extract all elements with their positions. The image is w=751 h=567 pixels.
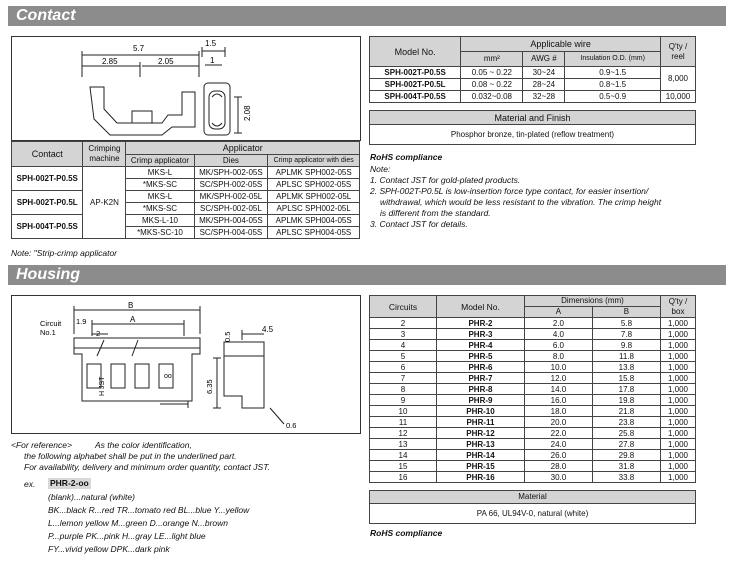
dim-a-cell: 22.0 — [524, 428, 592, 439]
circuits-cell: 5 — [370, 351, 437, 362]
dim-2-05: 2.05 — [158, 57, 174, 66]
h-dies: Dies — [194, 155, 268, 167]
model-cell: PHR-5 — [437, 351, 525, 362]
dim-2-85: 2.85 — [102, 57, 118, 66]
h-wire: Applicable wire — [461, 37, 661, 52]
model-cell: PHR-8 — [437, 384, 525, 395]
dim-b-cell: 5.8 — [592, 318, 660, 329]
dim-b-cell: 23.8 — [592, 417, 660, 428]
qty-cell: 1,000 — [661, 395, 696, 406]
h-material-finish: Material and Finish — [370, 111, 696, 125]
ref-example: PHR-2-oo — [50, 478, 89, 488]
h-dim-a: A — [524, 307, 592, 318]
wire-model: SPH-004T-P0.5S — [370, 91, 461, 103]
dim-4-5: 4.5 — [262, 325, 274, 334]
dim-6-35: 6.35 — [205, 379, 214, 394]
app-contact-2: SPH-004T-P0.5S — [12, 215, 83, 239]
model-cell: PHR-11 — [437, 417, 525, 428]
dim-a-cell: 30.0 — [524, 472, 592, 483]
housing-row — [370, 461, 696, 472]
housing-section-header — [8, 265, 726, 285]
model-cell: PHR-9 — [437, 395, 525, 406]
dim-a: A — [130, 315, 136, 324]
app-cell: MKS-L-10 — [126, 215, 194, 227]
ref-line2: the following alphabet shall be put in the underlined part. — [24, 451, 237, 461]
dim-a-cell: 12.0 — [524, 373, 592, 384]
dim-b-cell: 27.8 — [592, 439, 660, 450]
housing-table — [369, 295, 696, 524]
wire-awg: 28~24 — [523, 79, 565, 91]
circuits-cell: 8 — [370, 384, 437, 395]
circuits-cell: 11 — [370, 417, 437, 428]
housing-row — [370, 384, 696, 395]
ref-line1: As the color identification, — [95, 440, 192, 450]
dim-2: 2 — [96, 329, 101, 338]
dim-a-cell: 26.0 — [524, 450, 592, 461]
contact-title: Contact — [16, 7, 76, 24]
app-cell: SC/SPH-002-05L — [194, 203, 268, 215]
jst-mark: H JST — [99, 376, 106, 396]
qty-cell: 1,000 — [661, 351, 696, 362]
h-crimp: Crimp applicator — [126, 155, 194, 167]
qty-cell: 1,000 — [661, 461, 696, 472]
model-cell: PHR-10 — [437, 406, 525, 417]
housing-row — [370, 340, 696, 351]
wire-qty: 8,000 — [661, 67, 696, 91]
housing-row — [370, 329, 696, 340]
h-mm2: mm² — [461, 52, 523, 67]
qty-cell: 1,000 — [661, 417, 696, 428]
spacer — [370, 103, 696, 111]
circuits-cell: 4 — [370, 340, 437, 351]
h-machine: Crimping machine — [83, 142, 126, 167]
dim-a-cell: 2.0 — [524, 318, 592, 329]
wire-od: 0.5~0.9 — [565, 91, 661, 103]
contact-note-3: withdrawal, which would be less resistant to the vibration. The crimp height — [380, 197, 662, 207]
ref-label: <For reference> — [11, 440, 72, 450]
contact-section-header — [8, 6, 726, 26]
applicator-table — [11, 141, 360, 239]
housing-row — [370, 428, 696, 439]
app-cell: APLMK SPH004-05S — [268, 215, 360, 227]
dim-2-08: 2.08 — [243, 105, 252, 121]
dim-b-cell: 33.8 — [592, 472, 660, 483]
model-cell: PHR-2 — [437, 318, 525, 329]
applicator-note: Note: "Strip-crimp applicator — [11, 248, 117, 258]
dim-1-5: 1.5 — [205, 39, 217, 48]
app-cell: APLSC SPH004-05S — [268, 227, 360, 239]
dim-b: B — [128, 301, 134, 310]
wire-table — [369, 36, 696, 145]
circuits-cell: 16 — [370, 472, 437, 483]
color-line-2: L...lemon yellow M...green D...orange N...brown — [48, 518, 228, 528]
dim-a-cell: 14.0 — [524, 384, 592, 395]
h-model-no: Model No. — [437, 296, 525, 318]
app-cell: APLSC SPH002-05S — [268, 179, 360, 191]
app-machine: AP-K2N — [83, 167, 126, 239]
oo-mark: oo — [164, 373, 172, 380]
housing-drawing-svg — [12, 296, 360, 433]
contact-note-4: is different from the standard. — [380, 208, 491, 218]
app-cell: APLMK SPH002-05L — [268, 191, 360, 203]
dim-a-cell: 8.0 — [524, 351, 592, 362]
circuits-cell: 6 — [370, 362, 437, 373]
contact-drawing — [11, 36, 361, 141]
contact-note-0: Note: — [370, 164, 391, 174]
circuits-cell: 13 — [370, 439, 437, 450]
h-with-dies: Crimp applicator with dies — [268, 155, 360, 167]
app-cell: SC/SPH-004-05S — [194, 227, 268, 239]
h-contact: Contact — [12, 142, 83, 167]
dim-a-cell: 6.0 — [524, 340, 592, 351]
contact-note-2: 2. SPH-002T-P0.5L is low-insertion force type contact, for easier insertion/ — [370, 186, 649, 196]
model-cell: PHR-4 — [437, 340, 525, 351]
qty-cell: 1,000 — [661, 384, 696, 395]
model-cell: PHR-3 — [437, 329, 525, 340]
wire-mm2: 0.032~0.08 — [461, 91, 523, 103]
h-model: Model No. — [370, 37, 461, 67]
model-cell: PHR-16 — [437, 472, 525, 483]
ref-line3: For availability, delivery and minimum order quantity, contact JST. — [24, 462, 270, 472]
h-awg: AWG # — [523, 52, 565, 67]
housing-row — [370, 406, 696, 417]
wire-od: 0.8~1.5 — [565, 79, 661, 91]
dim-b-cell: 9.8 — [592, 340, 660, 351]
contact-rohs: RoHS compliance — [370, 152, 443, 162]
qty-cell: 1,000 — [661, 373, 696, 384]
qty-cell: 1,000 — [661, 406, 696, 417]
dim-a-cell: 24.0 — [524, 439, 592, 450]
wire-od: 0.9~1.5 — [565, 67, 661, 79]
color-line-4: FY...vivid yellow DPK...dark pink — [48, 544, 170, 554]
app-cell: *MKS-SC-10 — [126, 227, 194, 239]
app-contact-1: SPH-002T-P0.5L — [12, 191, 83, 215]
model-cell: PHR-15 — [437, 461, 525, 472]
h-od: Insulation O.D. (mm) — [565, 52, 661, 67]
h-dim-b: B — [592, 307, 660, 318]
qty-cell: 1,000 — [661, 450, 696, 461]
housing-row — [370, 472, 696, 483]
qty-cell: 1,000 — [661, 329, 696, 340]
h-material: Material — [370, 491, 696, 504]
housing-drawing — [11, 295, 361, 434]
housing-row — [370, 362, 696, 373]
wire-awg: 30~24 — [523, 67, 565, 79]
app-cell: APLMK SPH002-05S — [268, 167, 360, 179]
housing-rohs: RoHS compliance — [370, 528, 443, 538]
dim-b-cell: 7.8 — [592, 329, 660, 340]
wire-model: SPH-002T-P0.5L — [370, 79, 461, 91]
app-cell: *MKS-SC — [126, 179, 194, 191]
dim-b-cell: 31.8 — [592, 461, 660, 472]
dim-b-cell: 13.8 — [592, 362, 660, 373]
dim-0-6: 0.6 — [286, 421, 297, 430]
dim-0-5: 0.5 — [223, 331, 232, 342]
model-cell: PHR-7 — [437, 373, 525, 384]
spacer — [370, 483, 696, 491]
circuits-cell: 2 — [370, 318, 437, 329]
app-cell: MKS-L — [126, 167, 194, 179]
housing-row — [370, 450, 696, 461]
material-finish: Phosphor bronze, tin-plated (reflow treatment) — [370, 125, 696, 145]
no1-label: No.1 — [40, 328, 56, 337]
model-cell: PHR-12 — [437, 428, 525, 439]
app-cell: MK/SPH-004-05S — [194, 215, 268, 227]
housing-row — [370, 318, 696, 329]
app-cell: MK/SPH-002-05L — [194, 191, 268, 203]
wire-mm2: 0.05 ~ 0.22 — [461, 67, 523, 79]
contact-drawing-svg — [12, 37, 360, 140]
circuit-label: Circuit — [40, 319, 62, 328]
housing-row — [370, 395, 696, 406]
color-line-1: BK...black R...red TR...tomato red BL...blue Y...yellow — [48, 505, 250, 515]
circuits-cell: 12 — [370, 428, 437, 439]
dim-5-7: 5.7 — [133, 44, 145, 53]
circuits-cell: 3 — [370, 329, 437, 340]
dim-b-cell: 15.8 — [592, 373, 660, 384]
dim-1-9: 1.9 — [76, 317, 87, 326]
wire-mm2: 0.08 ~ 0.22 — [461, 79, 523, 91]
h-dimensions: Dimensions (mm) — [524, 296, 660, 307]
housing-row — [370, 417, 696, 428]
circuits-cell: 7 — [370, 373, 437, 384]
dim-b-cell: 11.8 — [592, 351, 660, 362]
app-cell: MK/SPH-002-05S — [194, 167, 268, 179]
qty-cell: 1,000 — [661, 428, 696, 439]
qty-cell: 1,000 — [661, 362, 696, 373]
dim-a-cell: 10.0 — [524, 362, 592, 373]
housing-row — [370, 373, 696, 384]
dim-b-cell: 21.8 — [592, 406, 660, 417]
model-cell: PHR-6 — [437, 362, 525, 373]
circuits-cell: 10 — [370, 406, 437, 417]
model-cell: PHR-14 — [437, 450, 525, 461]
wire-qty: 10,000 — [661, 91, 696, 103]
model-cell: PHR-13 — [437, 439, 525, 450]
h-qty-box: Q'ty / box — [661, 296, 696, 318]
ref-ex: ex. — [24, 479, 36, 489]
contact-note-1: 1. Contact JST for gold-plated products. — [370, 175, 521, 185]
app-cell: SC/SPH-002-05S — [194, 179, 268, 191]
app-cell: APLSC SPH002-05L — [268, 203, 360, 215]
circuits-cell: 15 — [370, 461, 437, 472]
app-cell: *MKS-SC — [126, 203, 194, 215]
app-contact-0: SPH-002T-P0.5S — [12, 167, 83, 191]
dim-b-cell: 29.8 — [592, 450, 660, 461]
dim-a-cell: 28.0 — [524, 461, 592, 472]
color-line-3: P...purple PK...pink H...gray LE...light blue — [48, 531, 206, 541]
wire-model: SPH-002T-P0.5S — [370, 67, 461, 79]
circuits-cell: 9 — [370, 395, 437, 406]
qty-cell: 1,000 — [661, 439, 696, 450]
housing-row — [370, 439, 696, 450]
qty-cell: 1,000 — [661, 472, 696, 483]
h-circuits: Circuits — [370, 296, 437, 318]
dim-a-cell: 16.0 — [524, 395, 592, 406]
dim-a-cell: 4.0 — [524, 329, 592, 340]
housing-title: Housing — [16, 266, 80, 283]
contact-note-5: 3. Contact JST for details. — [370, 219, 468, 229]
wire-awg: 32~28 — [523, 91, 565, 103]
dim-b-cell: 19.8 — [592, 395, 660, 406]
qty-cell: 1,000 — [661, 340, 696, 351]
dim-1: 1 — [210, 56, 215, 65]
housing-row — [370, 351, 696, 362]
dim-a-cell: 20.0 — [524, 417, 592, 428]
app-cell: MKS-L — [126, 191, 194, 203]
color-line-0: (blank)...natural (white) — [48, 492, 135, 502]
dim-a-cell: 18.0 — [524, 406, 592, 417]
dim-b-cell: 25.8 — [592, 428, 660, 439]
h-applicator: Applicator — [126, 142, 360, 155]
h-qty-reel: Q'ty / reel — [661, 37, 696, 67]
qty-cell: 1,000 — [661, 318, 696, 329]
dim-b-cell: 17.8 — [592, 384, 660, 395]
circuits-cell: 14 — [370, 450, 437, 461]
housing-material: PA 66, UL94V-0, natural (white) — [370, 504, 696, 524]
